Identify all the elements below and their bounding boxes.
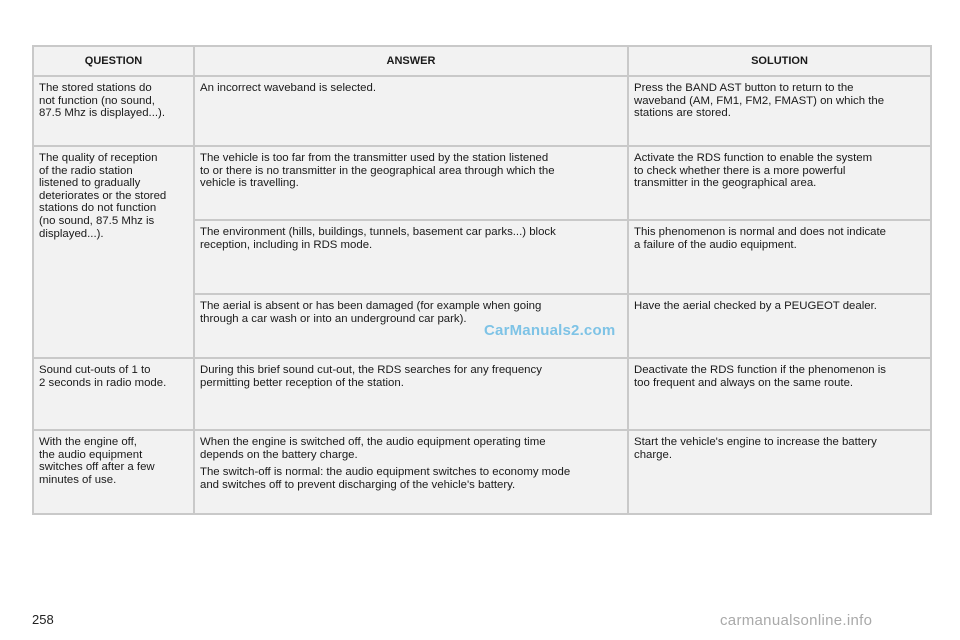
header-answer: ANSWER — [194, 46, 628, 76]
solution-cell: Activate the RDS function to enable the system to check whether there is a more powerful transmitter in the geographical area. — [628, 146, 931, 220]
question-cell: With the engine off, the audio equipment switches off after a few minutes of use. — [33, 430, 194, 514]
answer-paragraph: The vehicle is too far from the transmitter used by the station listened to or there is no transmitter in the geographical area through which the vehicle is travelling. — [200, 152, 555, 190]
solution-cell: Start the vehicle's engine to increase the battery charge. — [628, 430, 931, 514]
question-cell: The quality of reception of the radio station listened to gradually deteriorates or the stored stations do not function (no sound, 87.5 Mhz is displayed...). — [33, 146, 194, 358]
header-question: QUESTION — [33, 46, 194, 76]
solution-cell: Have the aerial checked by a PEUGEOT dealer. — [628, 294, 931, 358]
table-row — [33, 358, 931, 430]
header-row — [33, 46, 931, 76]
answer-paragraph: The switch-off is normal: the audio equipment switches to economy mode and switches off to prevent discharging of the vehicle's battery. — [200, 466, 571, 491]
answer-cell — [194, 220, 628, 294]
answer-paragraph: The environment (hills, buildings, tunnels, basement car parks...) block reception, including in RDS mode. — [200, 226, 556, 251]
question-cell: Sound cut-outs of 1 to 2 seconds in radio mode. — [33, 358, 194, 430]
answer-paragraph: During this brief sound cut-out, the RDS searches for any frequency permitting better reception of the station. — [200, 364, 542, 389]
answer-cell — [194, 146, 628, 220]
answer-paragraph: An incorrect waveband is selected. — [200, 82, 377, 94]
question-cell: The stored stations do not function (no sound, 87.5 Mhz is displayed...). — [33, 76, 194, 146]
table-row — [33, 430, 931, 514]
solution-cell: Deactivate the RDS function if the phenomenon is too frequent and always on the same route. — [628, 358, 931, 430]
watermark: CarManuals2.com — [484, 322, 616, 339]
page-number: 258 — [32, 612, 54, 627]
answer-cell — [194, 76, 628, 146]
faq-table — [32, 45, 932, 515]
answer-paragraph: The aerial is absent or has been damaged (for example when going through a car wash or into an underground car park). — [200, 300, 542, 325]
solution-cell: This phenomenon is normal and does not indicate a failure of the audio equipment. — [628, 220, 931, 294]
footer-watermark: carmanualsonline.info — [720, 612, 873, 629]
header-solution: SOLUTION — [628, 46, 931, 76]
table-row — [33, 146, 931, 220]
table-body — [33, 76, 931, 514]
answer-cell — [194, 358, 628, 430]
solution-cell: Press the BAND AST button to return to the waveband (AM, FM1, FM2, FMAST) on which the stations are stored. — [628, 76, 931, 146]
table-row — [33, 76, 931, 146]
answer-paragraph: When the engine is switched off, the audio equipment operating time depends on the battery charge. — [200, 436, 546, 461]
table-header — [33, 46, 931, 76]
answer-cell — [194, 430, 628, 514]
